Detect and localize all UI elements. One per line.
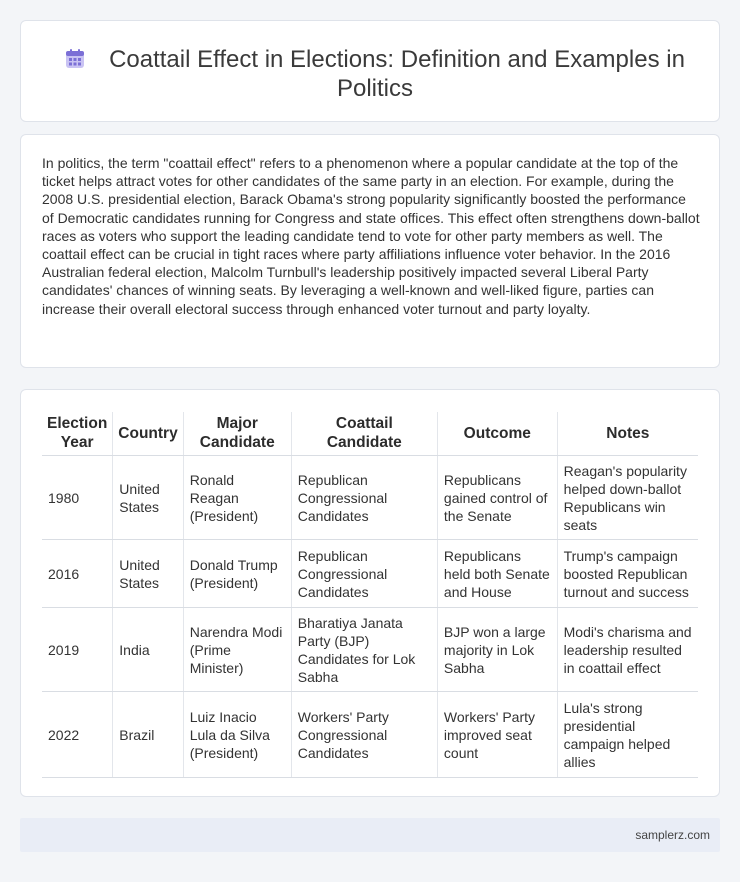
footer-bar <box>20 818 720 852</box>
cell-election-year: 2022 <box>42 692 113 778</box>
table-row <box>42 692 698 778</box>
cell-country: United States <box>113 456 183 540</box>
column-header-coattail-candidate: Coattail Candidate <box>291 412 437 456</box>
table-row <box>42 608 698 692</box>
cell-coattail-candidate: Bharatiya Janata Party (BJP) Candidates for Lok Sabha <box>291 608 437 692</box>
footer-site-link[interactable]: samplerz.com <box>635 828 710 842</box>
table-header-row <box>42 412 698 456</box>
cell-notes: Trump's campaign boosted Republican turnout and success <box>557 540 698 608</box>
examples-table <box>42 412 698 778</box>
column-header-country: Country <box>113 412 183 456</box>
column-header-major-candidate: Major Candidate <box>183 412 291 456</box>
cell-notes: Reagan's popularity helped down-ballot Republicans win seats <box>557 456 698 540</box>
cell-outcome: Republicans held both Senate and House <box>437 540 557 608</box>
table-row <box>42 456 698 540</box>
title-card <box>20 20 720 122</box>
column-header-outcome: Outcome <box>437 412 557 456</box>
intro-card <box>20 134 720 368</box>
cell-major-candidate: Donald Trump (President) <box>183 540 291 608</box>
cell-major-candidate: Ronald Reagan (President) <box>183 456 291 540</box>
table-row <box>42 540 698 608</box>
cell-country: Brazil <box>113 692 183 778</box>
cell-election-year: 2019 <box>42 608 113 692</box>
cell-notes: Lula's strong presidential campaign helped allies <box>557 692 698 778</box>
cell-outcome: Republicans gained control of the Senate <box>437 456 557 540</box>
table-card <box>20 389 720 797</box>
cell-outcome: Workers' Party improved seat count <box>437 692 557 778</box>
cell-coattail-candidate: Republican Congressional Candidates <box>291 540 437 608</box>
cell-outcome: BJP won a large majority in Lok Sabha <box>437 608 557 692</box>
calendar-grid-icon <box>65 49 85 69</box>
intro-paragraph: In politics, the term "coattail effect" refers to a phenomenon where a popular candidate at the top of the ticket helps attract votes for other candidates of the same party in an election. For example, during the 2008 U.S. presidential election, Barack Obama's strong popularity significantly boosted the performance of Democratic candidates running for Congress and state offices. This effect often strengthens down-ballot races as voters who support the leading candidate tend to vote for other party members as well. The coattail effect can be crucial in tight races where party affiliations influence voter behavior. In the 2016 Australian federal election, Malcolm Turnbull's leadership positively impacted several Liberal Party candidates' chances of winning seats. By leveraging a well-known and well-liked figure, parties can increase their overall electoral success through enhanced voter turnout and party loyalty. <box>42 155 700 317</box>
page-title-text: Coattail Effect in Elections: Definition and Examples in Politics <box>109 46 685 102</box>
cell-notes: Modi's charisma and leadership resulted in coattail effect <box>557 608 698 692</box>
cell-country: United States <box>113 540 183 608</box>
cell-major-candidate: Narendra Modi (Prime Minister) <box>183 608 291 692</box>
page-title <box>61 45 689 103</box>
column-header-election-year: Election Year <box>42 412 113 456</box>
cell-coattail-candidate: Workers' Party Congressional Candidates <box>291 692 437 778</box>
cell-election-year: 1980 <box>42 456 113 540</box>
cell-country: India <box>113 608 183 692</box>
cell-election-year: 2016 <box>42 540 113 608</box>
cell-coattail-candidate: Republican Congressional Candidates <box>291 456 437 540</box>
column-header-notes: Notes <box>557 412 698 456</box>
cell-major-candidate: Luiz Inacio Lula da Silva (President) <box>183 692 291 778</box>
